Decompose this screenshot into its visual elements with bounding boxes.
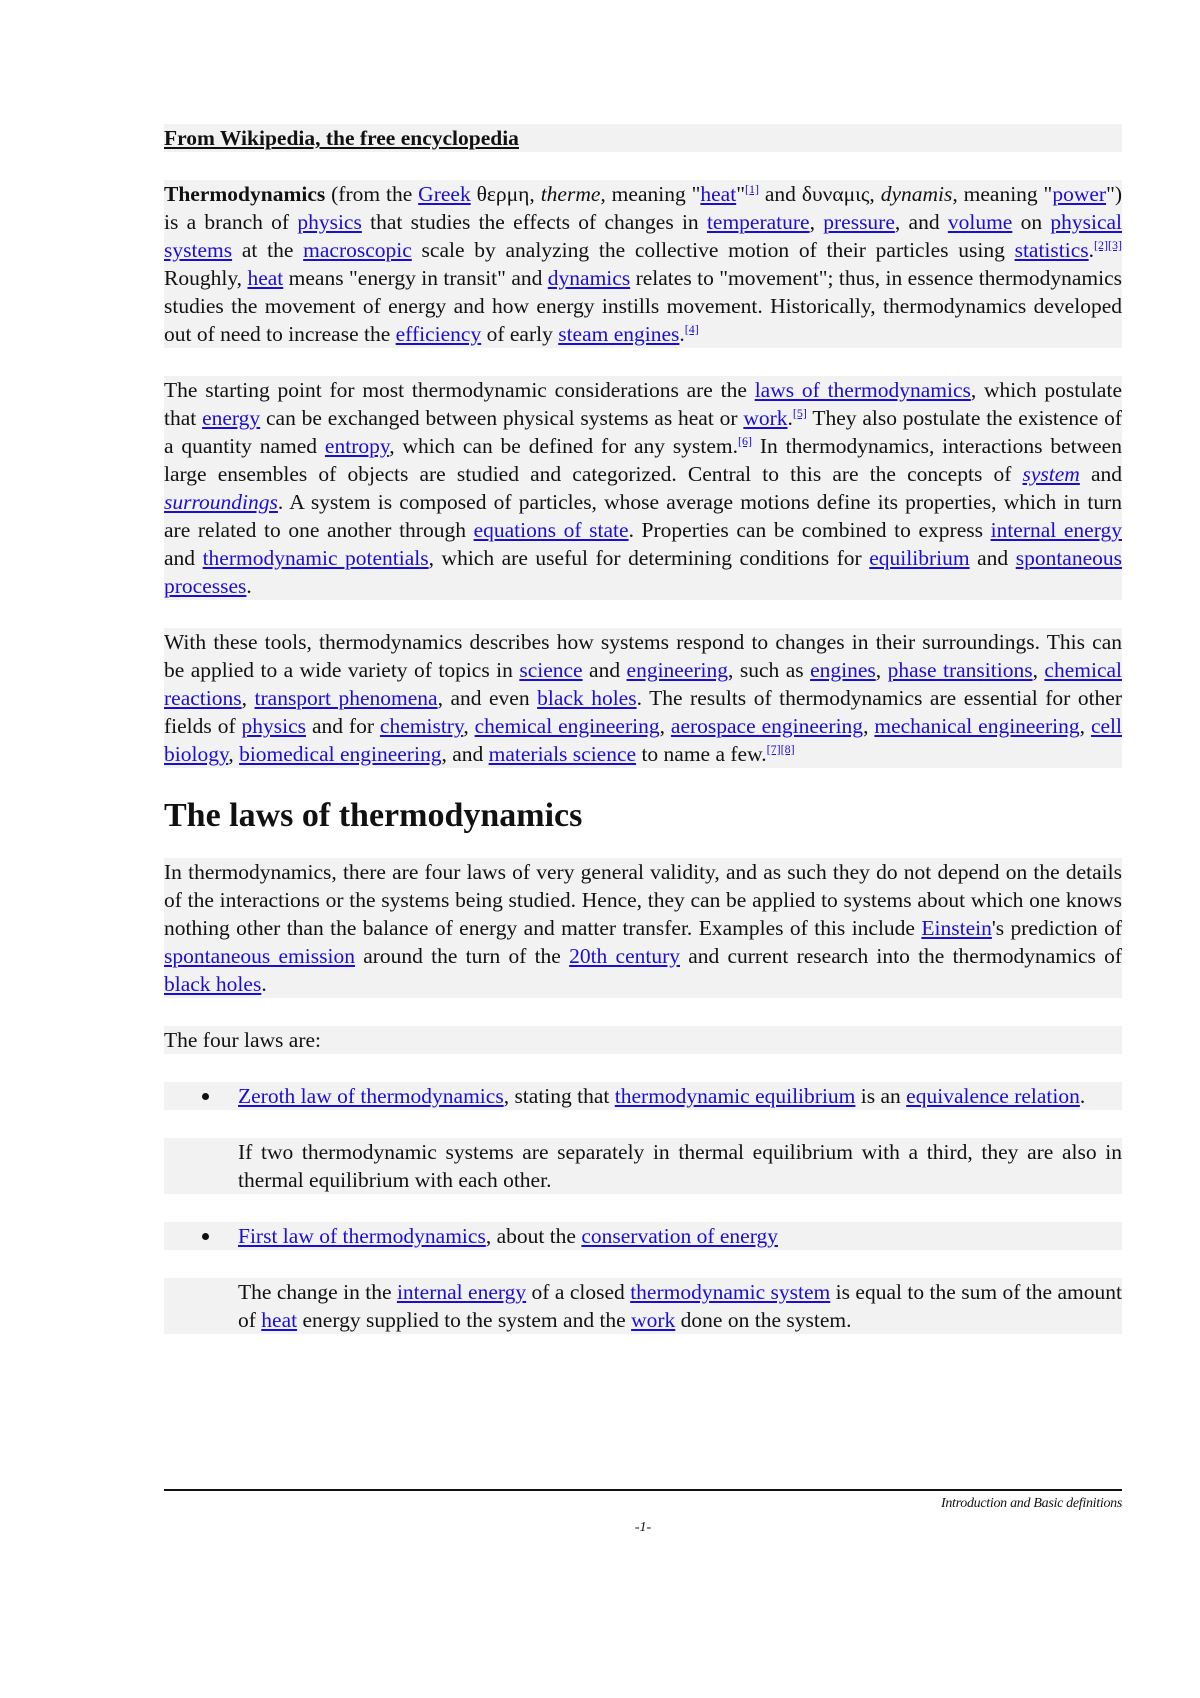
text: and (582, 658, 627, 682)
link-efficiency[interactable]: efficiency (395, 322, 482, 346)
link-mechanical-engineering[interactable]: mechanical engineering (874, 714, 1080, 738)
text: around the turn of the (354, 944, 570, 968)
link-materials-science[interactable]: materials science (488, 742, 637, 766)
first-law-detail (164, 1278, 1122, 1334)
text: on (1012, 210, 1051, 234)
link-dynamics[interactable]: dynamics (547, 266, 631, 290)
link-transport-phenomena[interactable]: transport phenomena (254, 686, 438, 710)
text: With these tools, thermodynamics describes how systems respond to changes in their surroundings. This can be applied to a wide variety of topics in (164, 630, 1122, 682)
text: . (1088, 238, 1095, 262)
text: ") is a branch of (164, 182, 1123, 234)
link-entropy[interactable]: entropy (324, 434, 390, 458)
text: and current research into the thermodynamics of (680, 944, 1122, 968)
text: The starting point for most thermodynamic considerations are the (164, 378, 755, 402)
text: , such as (728, 658, 811, 682)
text: at the (232, 238, 304, 262)
link-heat-2[interactable]: heat (247, 266, 284, 290)
ref-5[interactable]: [5] (792, 405, 807, 420)
link-engineering[interactable]: engineering (626, 658, 729, 682)
link-equilibrium[interactable]: equilibrium (869, 546, 970, 570)
link-energy[interactable]: energy (202, 406, 261, 430)
text: Roughly, (164, 266, 248, 290)
link-thermodynamic-equilibrium[interactable]: thermodynamic equilibrium (614, 1084, 856, 1108)
link-surroundings[interactable]: surroundings (164, 490, 278, 514)
link-pressure[interactable]: pressure (823, 210, 895, 234)
text: , (228, 742, 240, 766)
bullet-icon (202, 1093, 209, 1100)
four-laws-label: The four laws are: (164, 1026, 1122, 1054)
text: 's prediction of (991, 916, 1122, 940)
text: and (1079, 462, 1123, 486)
text: , stating that (503, 1084, 615, 1108)
link-physical-systems[interactable]: physical systems (164, 210, 1123, 262)
footer-rule (164, 1489, 1122, 1491)
link-heat[interactable]: heat (700, 182, 737, 206)
text: In thermodynamics, there are four laws of very general validity, and as such they do not depend on the details of the interactions or the systems being studied. Hence, they can be applied to systems about which one knows nothing other than the balance of energy and matter transfer. Examples of this include (164, 860, 1122, 940)
text: They also postulate the existence of a quantity named (164, 406, 1122, 458)
text: means "energy in transit" and (283, 266, 548, 290)
footer-caption: Introduction and Basic definitions (941, 1496, 1122, 1511)
applications-paragraph (164, 628, 1122, 768)
text: and (164, 546, 203, 570)
law-zeroth-item (164, 1082, 1122, 1110)
page-number: -1- (634, 1520, 652, 1535)
text: , which postulate that (164, 378, 1122, 430)
text: of a closed (526, 1280, 631, 1304)
link-biomedical-engineering[interactable]: biomedical engineering (239, 742, 442, 766)
link-engines[interactable]: engines (810, 658, 876, 682)
text: , (659, 714, 671, 738)
text: done on the system. (675, 1308, 852, 1332)
link-internal-energy[interactable]: internal energy (990, 518, 1122, 542)
concepts-paragraph (164, 376, 1122, 600)
link-equivalence-relation[interactable]: equivalence relation (906, 1084, 1080, 1108)
link-zeroth-law[interactable]: Zeroth law of thermodynamics (238, 1084, 504, 1108)
ref-2-3[interactable]: [2][3] (1094, 237, 1122, 252)
text: can be exchanged between physical systems as heat or (260, 406, 744, 430)
link-equations-of-state[interactable]: equations of state (473, 518, 629, 542)
text: . A system is composed of particles, whose average motions define its properties, which in turn are related to one another through (164, 490, 1122, 542)
text: energy supplied to the system and the (297, 1308, 632, 1332)
italic-dynamis: dynamis, (880, 182, 958, 206)
text: " (736, 182, 745, 206)
text: that studies the effects of changes in (361, 210, 707, 234)
text: , and (441, 742, 489, 766)
text: , (809, 210, 824, 234)
text: , (875, 658, 888, 682)
ref-1[interactable]: [1] (744, 181, 759, 196)
text: . (1079, 1084, 1086, 1108)
link-20th-century[interactable]: 20th century (569, 944, 680, 968)
text: θερμη, (470, 182, 541, 206)
link-science[interactable]: science (519, 658, 583, 682)
text: , (863, 714, 875, 738)
ref-4[interactable]: [4] (684, 321, 699, 336)
text: and δυναμις, (758, 182, 881, 206)
text: of early (481, 322, 559, 346)
link-work-2[interactable]: work (631, 1308, 676, 1332)
law-first-item (164, 1222, 1122, 1250)
title-word: Thermodynamics (164, 182, 326, 206)
link-physics-2[interactable]: physics (241, 714, 307, 738)
source-header: From Wikipedia, the free encyclopedia (164, 124, 1122, 152)
text: is equal to the sum of the amount of (238, 1280, 1122, 1332)
link-power[interactable]: power (1052, 182, 1107, 206)
link-chemical-engineering[interactable]: chemical engineering (474, 714, 660, 738)
link-spontaneous-emission[interactable]: spontaneous emission (164, 944, 355, 968)
link-volume[interactable]: volume (947, 210, 1013, 234)
laws-intro-paragraph (164, 858, 1122, 998)
text: In thermodynamics, interactions between large ensembles of objects are studied and categorized. Central to this are the concepts of (164, 434, 1122, 486)
link-spontaneous-processes[interactable]: spontaneous processes (164, 546, 1122, 598)
link-phase-transitions[interactable]: phase transitions (887, 658, 1033, 682)
ref-6[interactable]: [6] (738, 433, 752, 448)
bullet-icon (202, 1233, 209, 1240)
ref-7-8[interactable]: [7][8] (766, 741, 795, 756)
link-conservation-of-energy[interactable]: conservation of energy (581, 1224, 778, 1248)
link-aerospace-engineering[interactable]: aerospace engineering (670, 714, 864, 738)
text: meaning " (957, 182, 1053, 206)
link-macroscopic[interactable]: macroscopic (303, 238, 412, 262)
link-work[interactable]: work (743, 406, 788, 430)
text: to name a few. (636, 742, 767, 766)
link-steam-engines[interactable]: steam engines (558, 322, 680, 346)
text: , (463, 714, 475, 738)
text: and (969, 546, 1016, 570)
text: and for (306, 714, 380, 738)
text: , and (894, 210, 948, 234)
document-page (164, 124, 1122, 1334)
text: , which are useful for determining conditions for (428, 546, 870, 570)
link-einstein[interactable]: Einstein (921, 916, 992, 940)
link-black-holes[interactable]: black holes (537, 686, 637, 710)
text: . (679, 322, 685, 346)
text: , (241, 686, 255, 710)
link-thermodynamic-system[interactable]: thermodynamic system (630, 1280, 831, 1304)
text: , about the (485, 1224, 582, 1248)
text: is an (855, 1084, 907, 1108)
text: . (246, 574, 252, 598)
laws-list (164, 1082, 1122, 1110)
text: , which can be defined for any system. (389, 434, 738, 458)
text: meaning " (605, 182, 701, 206)
text: scale by analyzing the collective motion of their particles using (411, 238, 1015, 262)
section-heading: The laws of thermodynamics (164, 796, 1122, 836)
link-statistics[interactable]: statistics (1014, 238, 1089, 262)
zeroth-law-detail: If two thermodynamic systems are separately in thermal equilibrium with a third, they are also in thermal equilibrium with each other. (164, 1138, 1122, 1194)
text: (from the (325, 182, 419, 206)
text: . (787, 406, 793, 430)
text: . The results of thermodynamics are essential for other fields of (164, 686, 1123, 738)
link-heat-3[interactable]: heat (261, 1308, 298, 1332)
link-internal-energy-2[interactable]: internal energy (396, 1280, 527, 1304)
text: . Properties can be combined to express (628, 518, 991, 542)
intro-paragraph (164, 180, 1122, 348)
text: . (261, 972, 267, 996)
link-physics[interactable]: physics (297, 210, 362, 234)
italic-therme: therme, (540, 182, 606, 206)
text: , (1032, 658, 1045, 682)
laws-list-2 (164, 1222, 1122, 1250)
link-first-law[interactable]: First law of thermodynamics (238, 1224, 486, 1248)
link-chemical-reactions[interactable]: chemical reactions (164, 658, 1122, 710)
text: , and even (437, 686, 538, 710)
link-laws[interactable]: laws of thermodynamics (754, 378, 971, 402)
link-temperature[interactable]: temperature (706, 210, 810, 234)
text: The change in the (238, 1280, 397, 1304)
link-system[interactable]: system (1022, 462, 1080, 486)
link-chemistry[interactable]: chemistry (379, 714, 464, 738)
link-black-holes-2[interactable]: black holes (164, 972, 262, 996)
text: , (1079, 714, 1091, 738)
text: relates to "movement"; thus, in essence thermodynamics studies the movement of energy and how energy instills movement. Historically, thermodynamics developed out of need to increase the (164, 266, 1123, 346)
link-greek[interactable]: Greek (418, 182, 471, 206)
link-thermodynamic-potentials[interactable]: thermodynamic potentials (202, 546, 429, 570)
link-cell-biology[interactable]: cell biology (164, 714, 1122, 766)
